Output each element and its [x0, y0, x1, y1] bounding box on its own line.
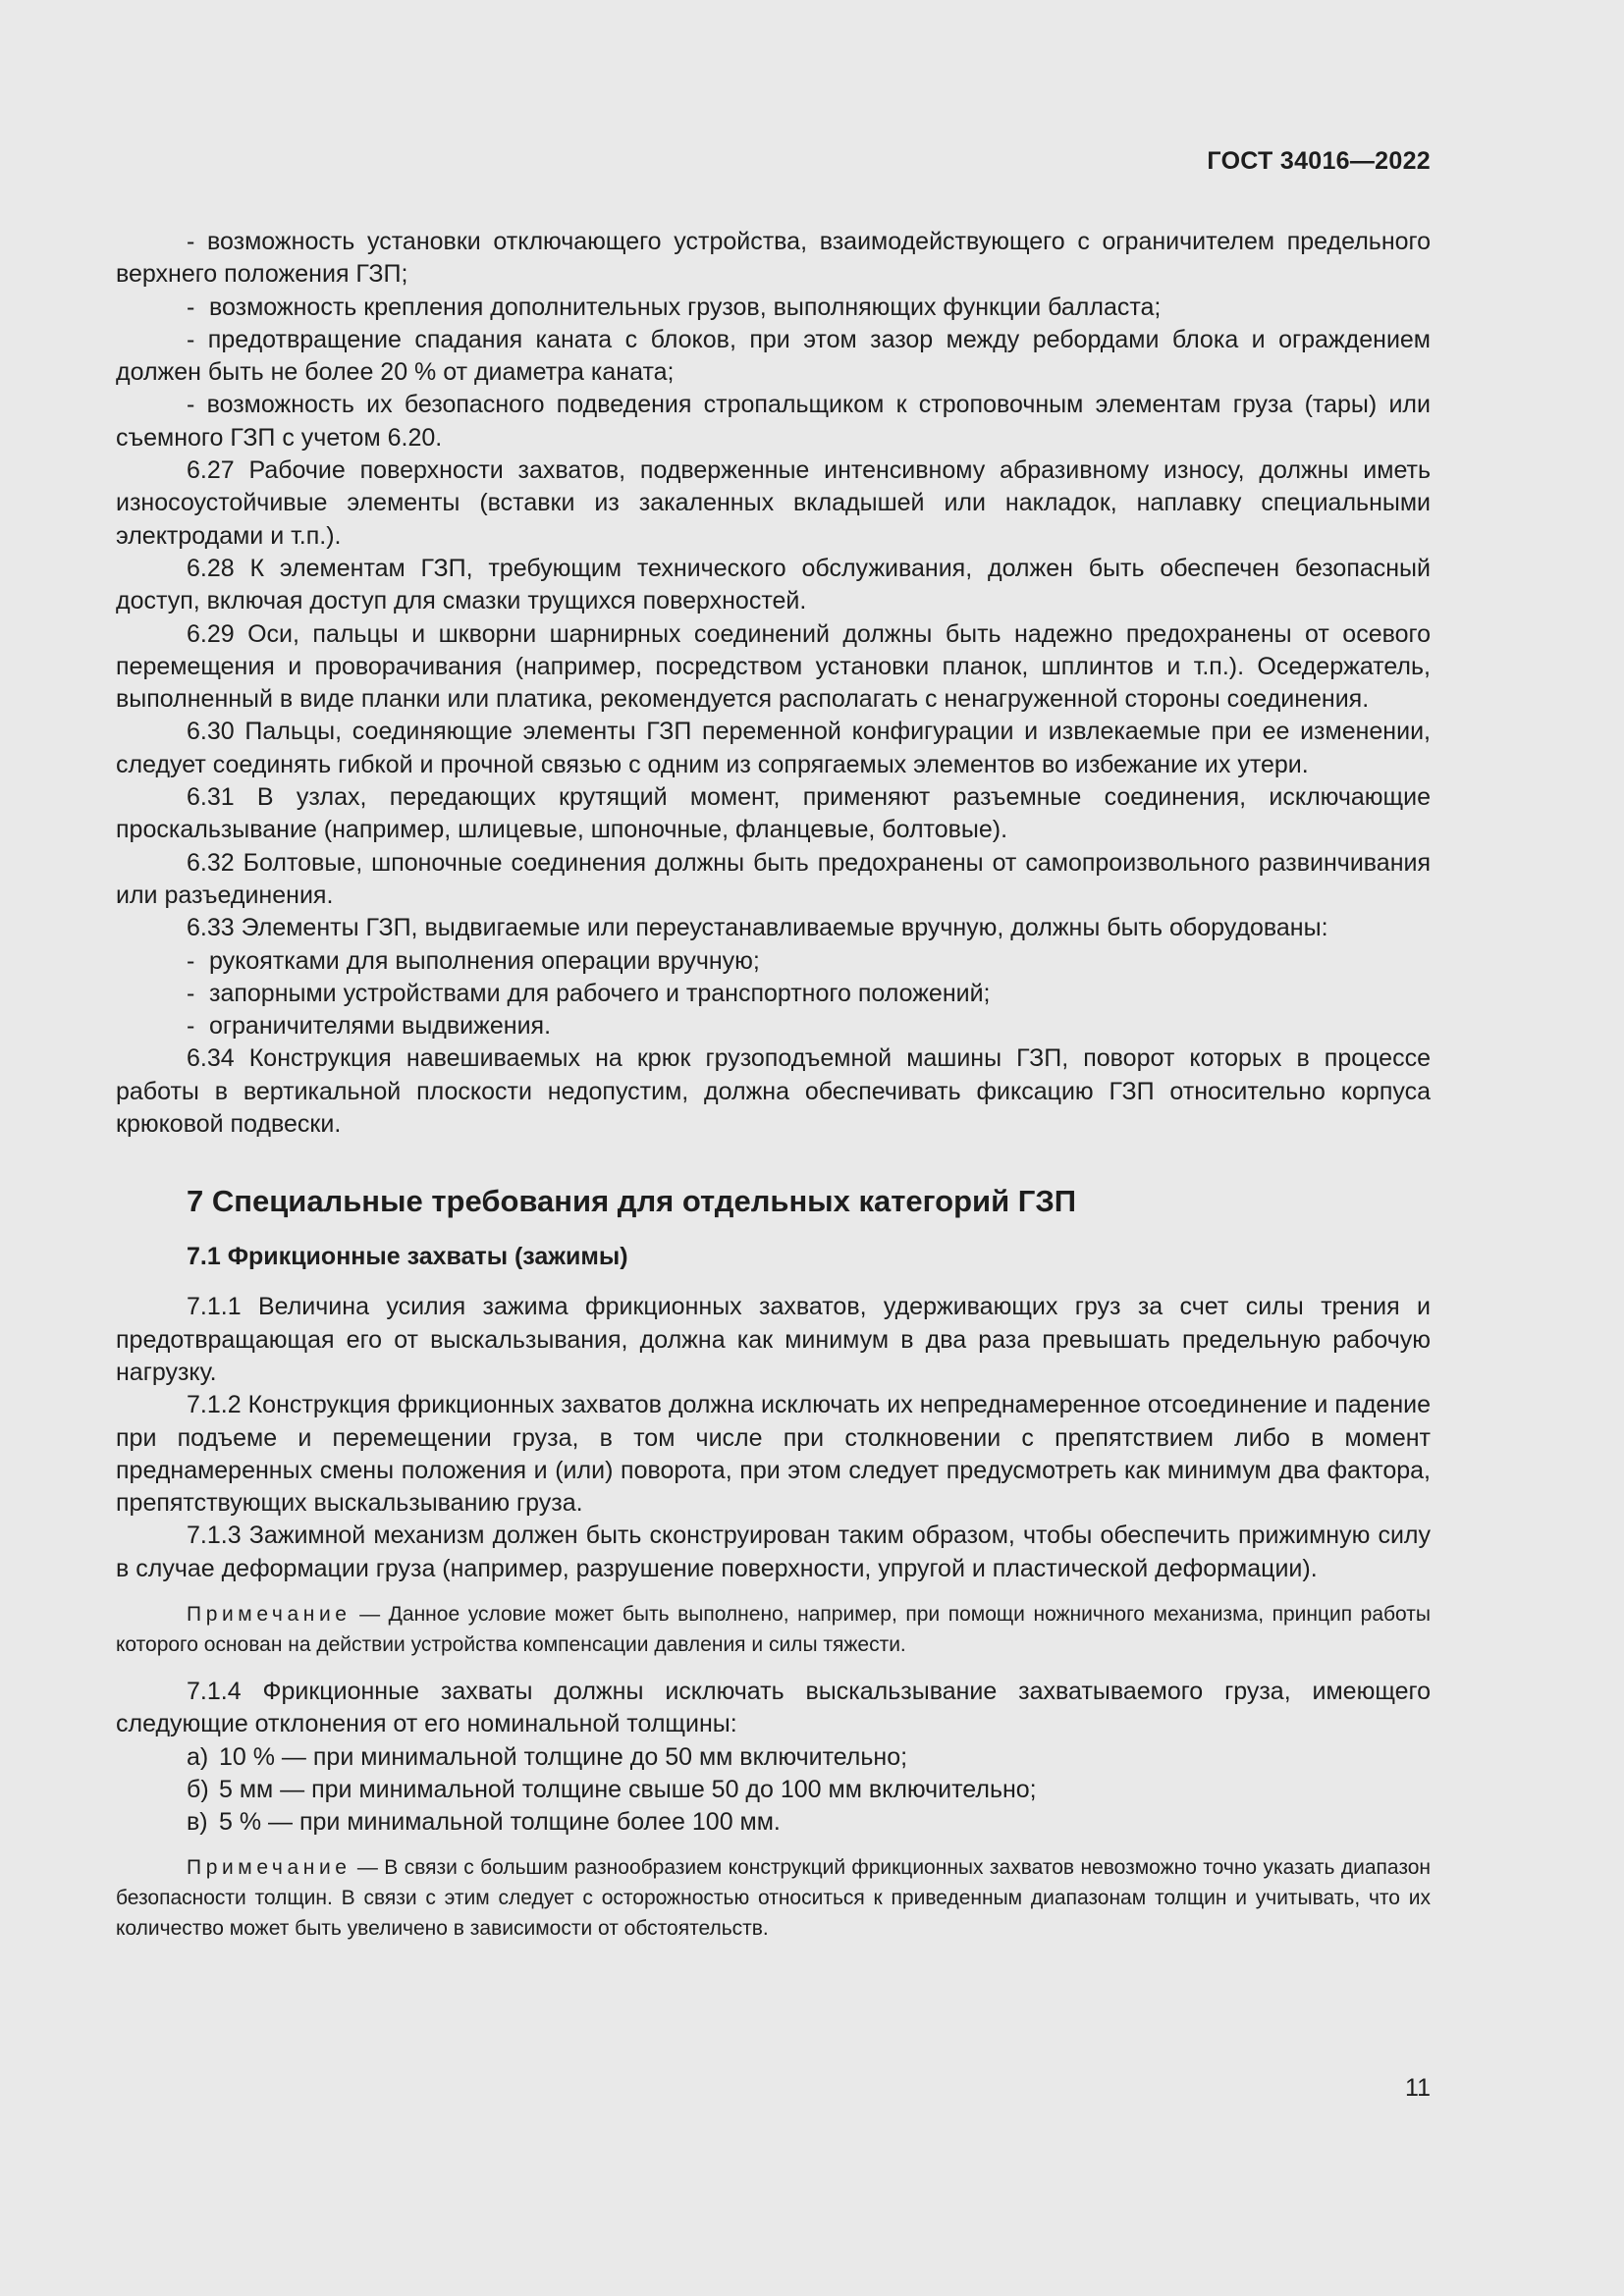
clause-7-1-1: 7.1.1 Величина усилия зажима фрикционных захватов, удерживающих груз за счет силы трения и предотвращающая его от выскальзывания, должна как минимум в два раза превышать предельную рабочую нагрузку.	[116, 1293, 1431, 1386]
clause-6-27: 6.27 Рабочие поверхности захватов, подверженные интенсивному абразивному износу, должны иметь износоустойчивые элементы (вставки из закаленных вкладышей или накладок, наплавку специальными электродами и т.п.).	[116, 456, 1431, 550]
bullet-item: - возможность установки отключающего устройства, взаимодействующего с ограничителем предельного верхнего положения ГЗП;	[116, 228, 1431, 289]
bullet-item: - предотвращение спадания каната с блоков, при этом зазор между ребордами блока и ограждением должен быть не более 20 % от диаметра каната;	[116, 325, 1431, 387]
note-label: Примечание	[187, 1602, 352, 1626]
clause-6-33: 6.33 Элементы ГЗП, выдвигаемые или переустанавливаемые вручную, должны быть оборудованы:	[187, 914, 1328, 942]
bullet-item: - рукоятками для выполнения операции вручную;	[187, 946, 760, 975]
clause-6-30: 6.30 Пальцы, соединяющие элементы ГЗП переменной конфигурации и извлекаемые при ее изменении, следует соединять гибкой и прочной связью с одним из сопрягаемых элементов во избежание их утери.	[116, 718, 1431, 778]
clause-6-34: 6.34 Конструкция навешиваемых на крюк грузоподъемной машины ГЗП, поворот которых в процессе работы в вертикальной плоскости недопустим, должна обеспечивать фиксацию ГЗП относительно корпуса крюковой подвески.	[116, 1044, 1431, 1139]
page-number: 11	[1405, 2074, 1431, 2102]
bullet-item: - ограничителями выдвижения.	[187, 1012, 552, 1041]
bullet-item: - запорными устройствами для рабочего и транспортного положений;	[187, 979, 991, 1007]
clause-6-31: 6.31 В узлах, передающих крутящий момент, применяют разъемные соединения, исключающие проскальзывание (например, шлицевые, шпоночные, фланцевые, болтовые).	[116, 783, 1431, 844]
bullet-item: - возможность их безопасного подведения стропальщиком к строповочным элементам груза (тары) или съемного ГЗП с учетом 6.20.	[116, 391, 1431, 452]
clause-6-32: 6.32 Болтовые, шпоночные соединения должны быть предохранены от самопроизвольного развинчивания или разъединения.	[116, 848, 1431, 909]
bullet-item: - возможность крепления дополнительных грузов, выполняющих функции балласта;	[187, 293, 1162, 321]
page-content	[116, 226, 1431, 1959]
clause-7-1-4: 7.1.4 Фрикционные захваты должны исключать выскальзывание захватываемого груза, имеющего следующие отклонения от его номинальной толщины:	[116, 1677, 1431, 1738]
subsection-7-1-heading: 7.1 Фрикционные захваты (зажимы)	[187, 1243, 628, 1271]
list-item: а) 10 % — при минимальной толщине до 50 мм включительно;	[187, 1742, 908, 1771]
clause-7-1-2: 7.1.2 Конструкция фрикционных захватов должна исключать их непреднамеренное отсоединение и падение при подъеме и перемещении груза, в том числе при столкновении с препятствием либо в момент преднамеренных смены положения и (или) поворота, при этом следует предусмотреть как минимум два фактора, препятствующих выскальзыванию груза.	[116, 1391, 1431, 1518]
note-1: Примечание — Данное условие может быть выполнено, например, при помощи ножничного механизма, принцип работы которого основан на действии устройства компенсации давления и силы тяжести.	[116, 1602, 1431, 1656]
clause-7-1-3: 7.1.3 Зажимной механизм должен быть сконструирован таким образом, чтобы обеспечить прижимную силу в случае деформации груза (например, разрушение поверхности, упругой и пластической деформации).	[116, 1522, 1431, 1582]
clause-6-29: 6.29 Оси, пальцы и шкворни шарнирных соединений должны быть надежно предохранены от осевого перемещения и проворачивания (например, посредством установки планок, шплинтов и т.п.). Оседержатель, выполненный в виде планки или платика, рекомендуется располагать с ненагруженной стороны соединения.	[116, 619, 1431, 714]
document-header: ГОСТ 34016—2022	[1207, 147, 1431, 175]
list-item: в) 5 % — при минимальной толщине более 100 мм.	[187, 1808, 781, 1837]
note-2: Примечание — В связи с большим разнообразием конструкций фрикционных захватов невозможно точно указать диапазон безопасности толщин. В связи с этим следует с осторожностью относиться к приведенным диапазонам толщин и учитывать, что их количество может быть увеличено в зависимости от обстоятельств.	[116, 1856, 1431, 1941]
section-7-heading: 7 Специальные требования для отдельных категорий ГЗП	[187, 1184, 1077, 1219]
note-label: Примечание	[187, 1856, 352, 1880]
clause-6-28: 6.28 К элементам ГЗП, требующим технического обслуживания, должен быть обеспечен безопасный доступ, включая доступ для смазки трущихся поверхностей.	[116, 554, 1431, 615]
list-item: б) 5 мм — при минимальной толщине свыше 50 до 100 мм включительно;	[187, 1775, 1037, 1803]
